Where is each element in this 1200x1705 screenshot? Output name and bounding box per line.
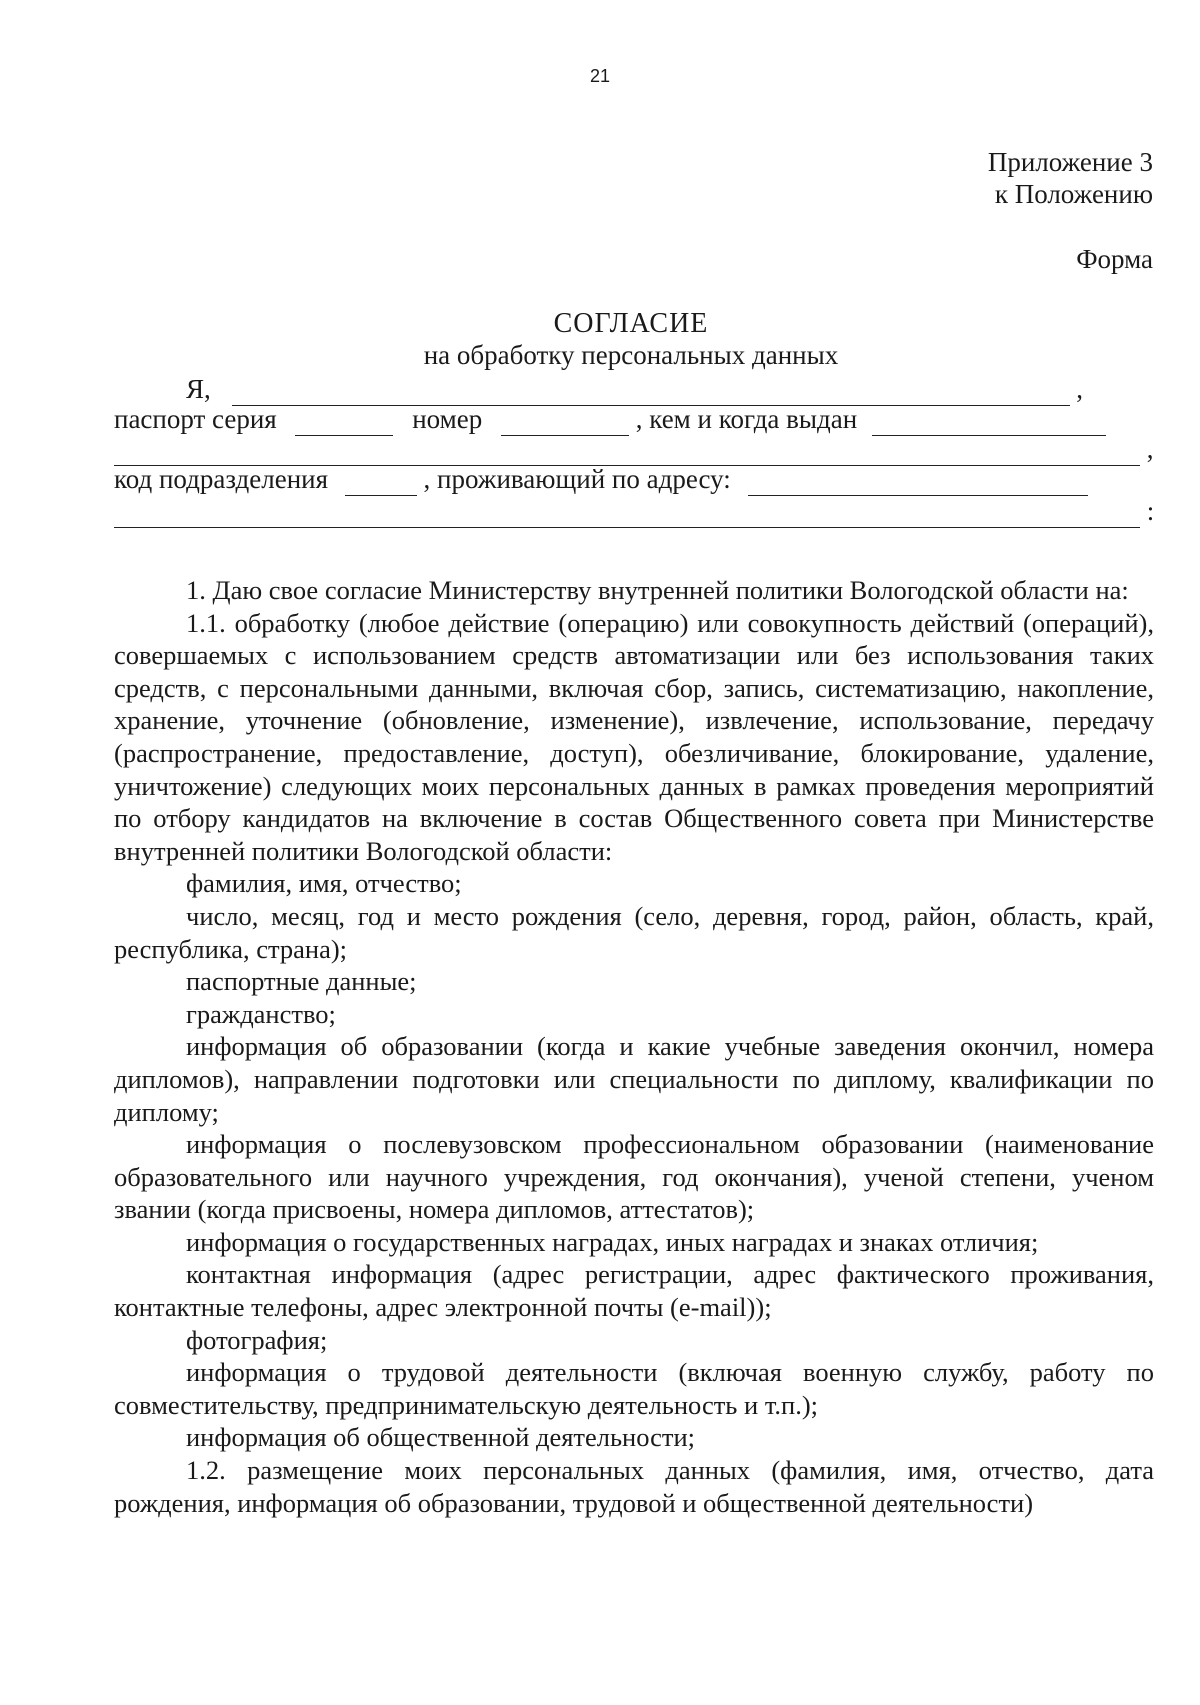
list-item-public-activity: информация об общественной деятельности; [186, 1422, 696, 1453]
address-continuation-line [114, 494, 1154, 528]
consent-body [114, 574, 1154, 1519]
paragraph-1-2: 1.2. размещение моих персональных данных (фамилия, имя, отчество, дата рождения, информация об образовании, трудовой и общественной деятельности) [114, 1455, 1154, 1518]
division-code-label: код подразделения [114, 464, 329, 494]
list-item-contacts: контактная информация (адрес регистрации, адрес фактического проживания, контактные телефоны, адрес электронной почты (e-mail)); [114, 1259, 1154, 1323]
name-comma: , [1076, 374, 1084, 404]
appendix-line-1: Приложение 3 [987, 147, 1153, 177]
address-blank[interactable] [748, 473, 1088, 496]
page-number: 21 [589, 66, 611, 86]
issued-by-continuation-line [114, 432, 1154, 466]
issued-by-label: , кем и когда выдан [635, 404, 858, 434]
passport-line [114, 402, 1154, 436]
form-label: Форма [1076, 244, 1153, 274]
passport-series-label: паспорт серия [114, 404, 277, 434]
ya-label: Я, [186, 374, 211, 404]
passport-number-label: номер [412, 404, 483, 434]
residing-label: , проживающий по адресу: [423, 464, 731, 494]
address-colon: : [1146, 496, 1155, 526]
address-continuation-blank[interactable] [114, 505, 1140, 528]
list-item-birth: число, месяц, год и место рождения (село, деревня, город, район, область, край, республика, страна); [114, 900, 1154, 964]
address-line [114, 462, 1154, 496]
appendix-line-2: к Положению [994, 179, 1153, 209]
appendix-reference [988, 146, 1153, 210]
list-item-passport: паспортные данные; [186, 966, 417, 997]
division-code-blank[interactable] [345, 473, 417, 496]
paragraph-consent-intro: 1. Даю свое согласие Министерству внутренней политики Вологодской области на: [186, 575, 1129, 605]
list-item-education: информация об образовании (когда и какие учебные заведения окончил, номера дипломов), направлении подготовки или специальности по диплому, квалификации по диплому; [114, 1031, 1154, 1127]
list-item-photo: фотография; [186, 1324, 328, 1355]
list-item-citizenship: гражданство; [186, 998, 336, 1029]
name-line [114, 372, 1154, 406]
list-item-postgraduate: информация о послевузовском профессиональном образовании (наименование образовательного или научного учреждения, год окончания), ученой степени, ученом звании (когда присвоены, номера дипломов, аттестатов); [114, 1129, 1154, 1225]
paragraph-1-1: 1.1. обработку (любое действие (операцию) или совокупность действий (операций), совершаемых с использованием средств автоматизации или без использования таких средств, с персональными данными, включая сбор, запись, систематизацию, накопление, хранение, уточнение (обновление, изменение), извлечение, использование, передачу (распространение, предоставление, доступ), обезличивание, блокирование, удаление, уничтожение) следующих моих персональных данных в рамках проведения мероприятий по отбору кандидатов на включение в состав Общественного совета при Министерстве внутренней политики Вологодской области: [114, 607, 1154, 866]
document-subtitle: на обработку персональных данных [423, 340, 839, 370]
list-item-awards: информация о государственных наградах, иных наградах и знаках отличия; [186, 1226, 1039, 1257]
list-item-work: информация о трудовой деятельности (включая военную службу, работу по совместительству, предпринимательскую деятельность и т.п.); [114, 1357, 1154, 1420]
document-title: СОГЛАСИЕ [553, 308, 709, 339]
list-item-full-name: фамилия, имя, отчество; [186, 868, 462, 899]
issued-comma: , [1146, 434, 1154, 464]
